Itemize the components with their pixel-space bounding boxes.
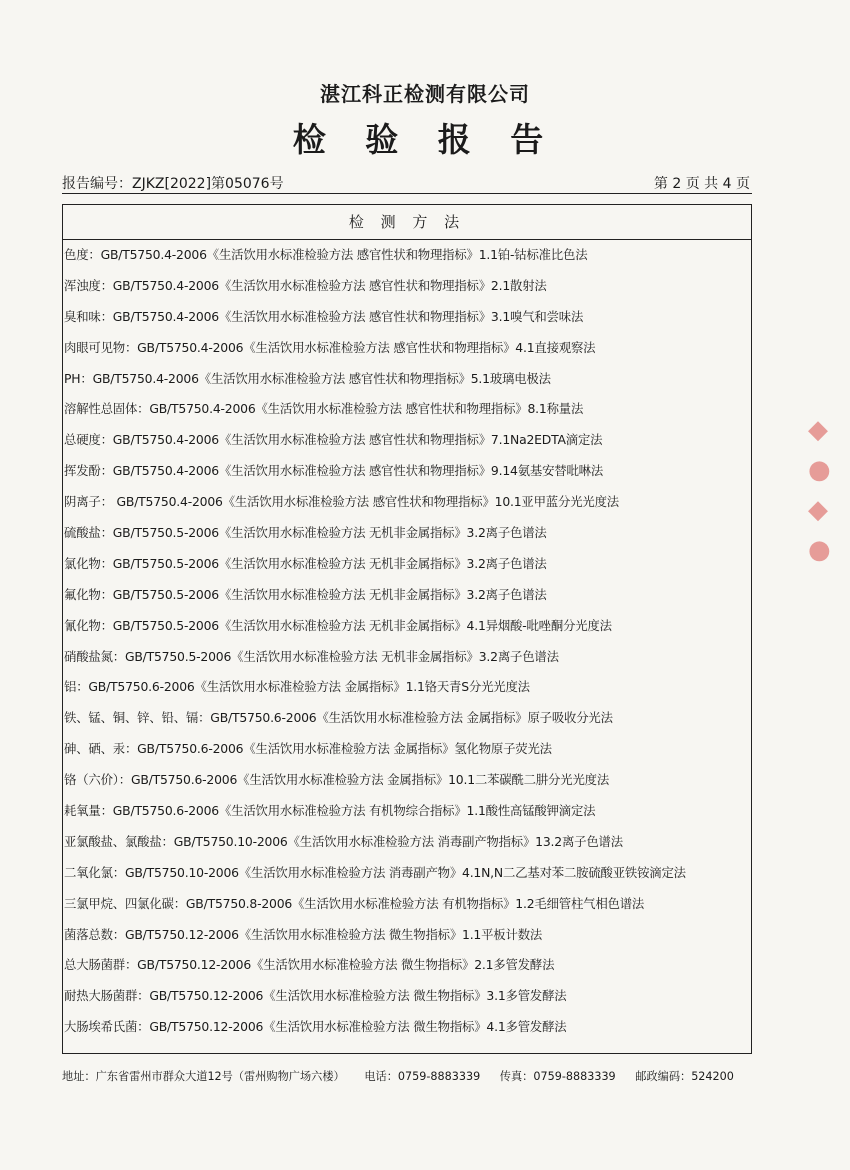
method-item: 耐热大肠菌群：GB/T5750.12-2006《生活饮用水标准检验方法 微生物指标》3.1多管发酵法 (64, 988, 567, 1004)
method-item: 硝酸盐氮：GB/T5750.5-2006《生活饮用水标准检验方法 无机非金属指标》3.2离子色谱法 (64, 648, 559, 664)
method-item: PH：GB/T5750.4-2006《生活饮用水标准检验方法 感官性状和物理指标》5.1玻璃电极法 (64, 370, 551, 386)
methods-table (62, 204, 752, 1054)
page-info: 第 2 页 共 4 页 (653, 176, 750, 192)
method-item: 氯化物：GB/T5750.5-2006《生活饮用水标准检验方法 无机非金属指标》3.2离子色谱法 (64, 555, 547, 571)
method-item: 铬（六价）：GB/T5750.6-2006《生活饮用水标准检验方法 金属指标》10.1二苯碳酰二肼分光光度法 (64, 772, 610, 788)
report-title: 检 验 报 告 (292, 120, 558, 159)
method-item: 砷、硒、汞：GB/T5750.6-2006《生活饮用水标准检验方法 金属指标》氢化物原子荧光法 (64, 741, 552, 757)
method-item: 臭和味：GB/T5750.4-2006《生活饮用水标准检验方法 感官性状和物理指标》3.1嗅气和尝味法 (64, 308, 584, 324)
company-name: 湛江科正检测有限公司 (320, 82, 530, 106)
method-item: 色度：GB/T5750.4-2006《生活饮用水标准检验方法 感官性状和物理指标》1.1铂-钴标准比色法 (64, 247, 588, 262)
method-item: 亚氯酸盐、氯酸盐：GB/T5750.10-2006《生活饮用水标准检验方法 消毒副产物指标》13.2离子色谱法 (64, 833, 623, 849)
seal-edge-mark: ◆ ● ◆ ● (808, 415, 831, 565)
methods-list (63, 240, 751, 1043)
method-item: 溶解性总固体：GB/T5750.4-2006《生活饮用水标准检验方法 感官性状和物理指标》8.1称量法 (64, 401, 584, 417)
footer-contact (62, 1068, 752, 1084)
report-meta (62, 171, 752, 194)
report-number: 报告编号：ZJKZ[2022]第05076号 (62, 176, 284, 192)
method-item: 菌落总数：GB/T5750.12-2006《生活饮用水标准检验方法 微生物指标》1.1平板计数法 (64, 926, 543, 942)
method-item: 大肠埃希氏菌：GB/T5750.12-2006《生活饮用水标准检验方法 微生物指标》4.1多管发酵法 (64, 1019, 567, 1035)
method-item: 耗氧量：GB/T5750.6-2006《生活饮用水标准检验方法 有机物综合指标》1.1酸性高锰酸钾滴定法 (64, 803, 596, 819)
method-item: 铝：GB/T5750.6-2006《生活饮用水标准检验方法 金属指标》1.1铬天青S分光光度法 (64, 679, 530, 695)
footer-postal: 邮政编码：524200 (635, 1070, 734, 1083)
footer-address: 地址：广东省雷州市群众大道12号（雷州购物广场六楼） (62, 1070, 345, 1083)
method-item: 总硬度：GB/T5750.4-2006《生活饮用水标准检验方法 感官性状和物理指标》7.1Na2EDTA滴定法 (64, 432, 603, 448)
method-item: 阴离子： GB/T5750.4-2006《生活饮用水标准检验方法 感官性状和物理指标》10.1亚甲蓝分光光度法 (64, 494, 619, 510)
method-item: 挥发酚：GB/T5750.4-2006《生活饮用水标准检验方法 感官性状和物理指标》9.14氨基安替吡啉法 (64, 463, 604, 479)
method-item: 氟化物：GB/T5750.5-2006《生活饮用水标准检验方法 无机非金属指标》3.2离子色谱法 (64, 586, 547, 602)
method-item: 二氧化氯：GB/T5750.10-2006《生活饮用水标准检验方法 消毒副产物》4.1N,N二乙基对苯二胺硫酸亚铁铵滴定法 (64, 864, 686, 880)
footer-fax: 传真：0759-8883339 (499, 1070, 616, 1083)
method-item: 三氯甲烷、四氯化碳：GB/T5750.8-2006《生活饮用水标准检验方法 有机物指标》1.2毛细管柱气相色谱法 (64, 895, 645, 911)
method-item: 肉眼可见物：GB/T5750.4-2006《生活饮用水标准检验方法 感官性状和物理指标》4.1直接观察法 (64, 339, 596, 355)
method-item: 铁、锰、铜、锌、铅、镉：GB/T5750.6-2006《生活饮用水标准检验方法 金属指标》原子吸收分光法 (64, 710, 613, 726)
table-header: 检 测 方 法 (63, 205, 751, 240)
footer-phone: 电话：0759-8883339 (364, 1070, 481, 1083)
method-item: 氰化物：GB/T5750.5-2006《生活饮用水标准检验方法 无机非金属指标》4.1异烟酸-吡唑酮分光度法 (64, 617, 612, 633)
method-item: 硫酸盐：GB/T5750.5-2006《生活饮用水标准检验方法 无机非金属指标》3.2离子色谱法 (64, 525, 547, 541)
method-item: 总大肠菌群：GB/T5750.12-2006《生活饮用水标准检验方法 微生物指标》2.1多管发酵法 (64, 957, 555, 973)
method-item: 浑浊度：GB/T5750.4-2006《生活饮用水标准检验方法 感官性状和物理指标》2.1散射法 (64, 277, 547, 293)
